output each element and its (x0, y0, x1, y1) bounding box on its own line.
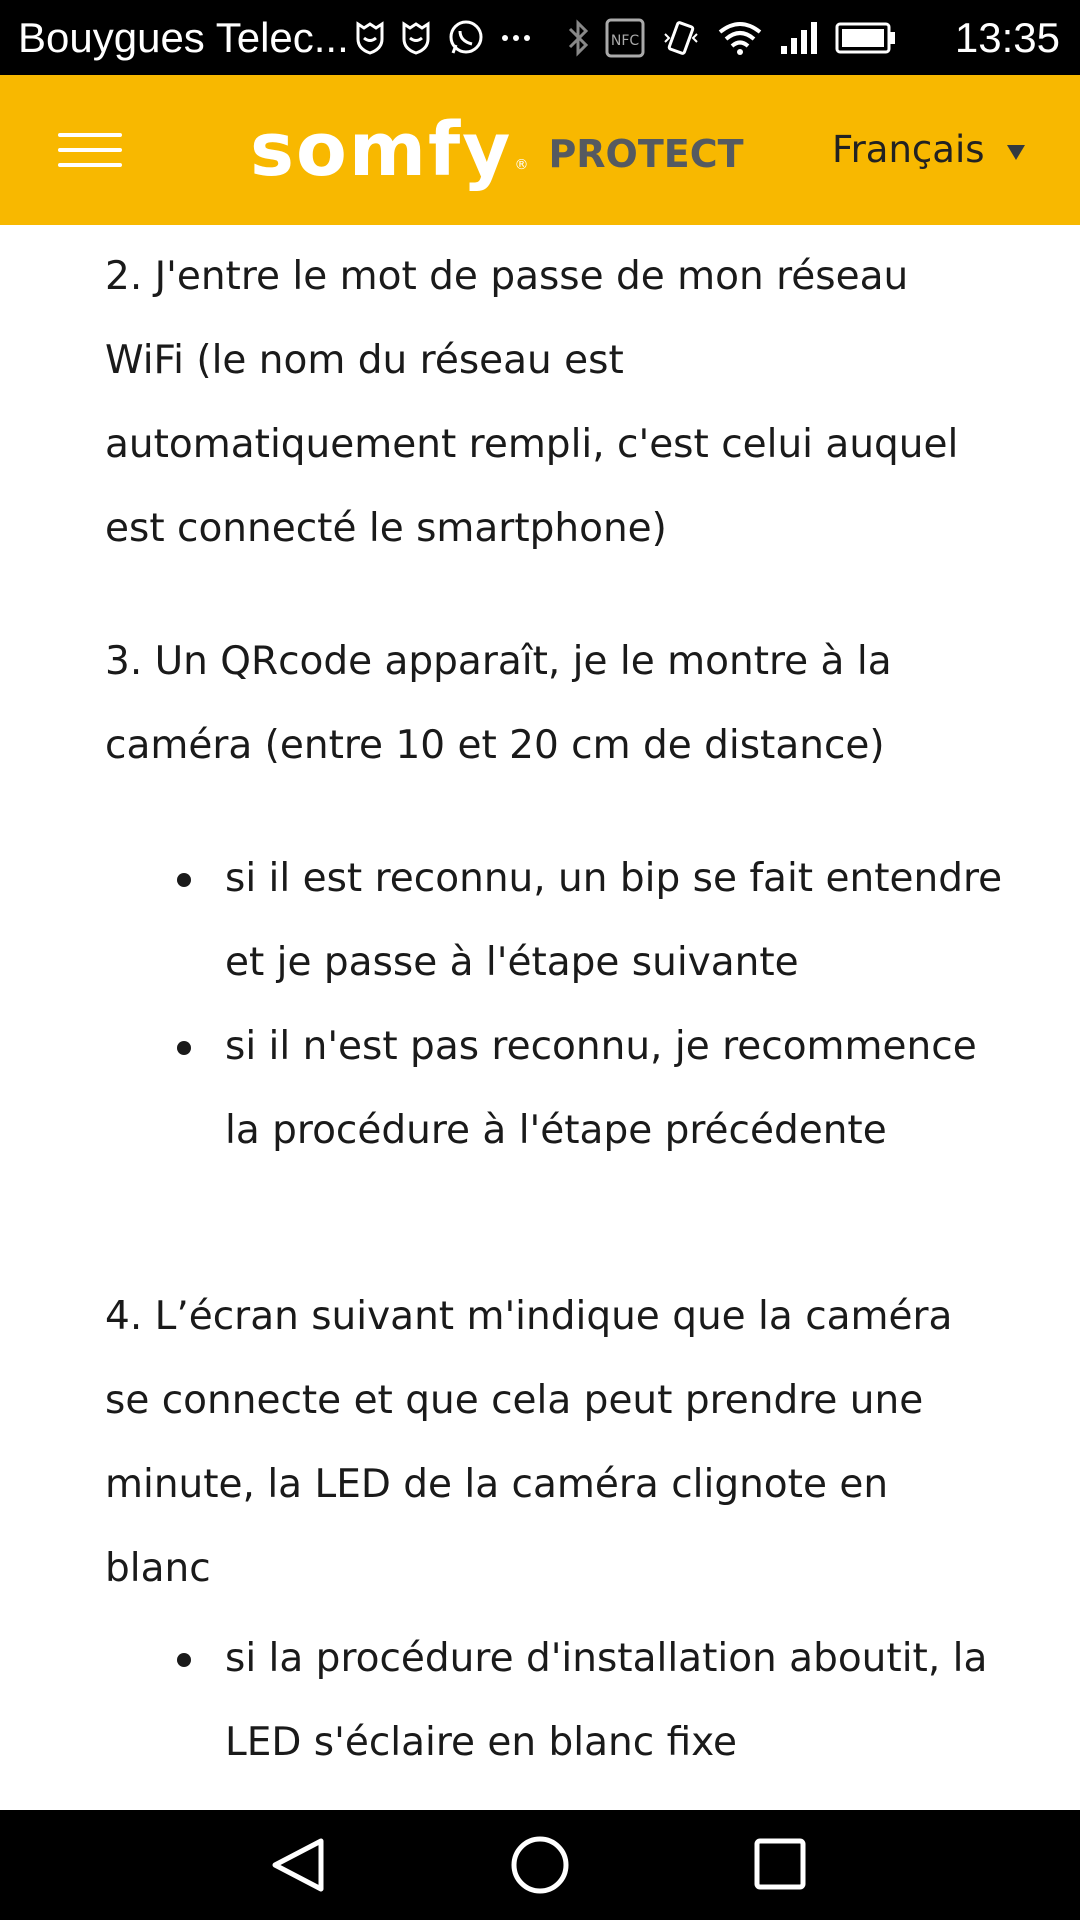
list-item (105, 1617, 1005, 1785)
more-icon (501, 14, 531, 62)
somfy-protect-logo[interactable] (250, 105, 744, 195)
vibrate-icon (661, 14, 701, 62)
logo-somfy-text: somfy (250, 107, 513, 193)
nfc-icon (605, 14, 645, 62)
status-icons (355, 14, 913, 62)
logo-registered-mark: ® (514, 157, 529, 173)
clock: 13:35 (954, 14, 1060, 61)
shield-icon (355, 14, 385, 62)
step-3-bullet-list (105, 837, 1005, 1173)
signal-icon (779, 14, 819, 62)
list-item-text: si il est reconnu, un bip se fait entendre et je passe à l'étape suivante (225, 856, 1003, 985)
step-2-text: 2. J'entre le mot de passe de mon réseau WiFi (le nom du réseau est automatiquement rempli, c'est celui auquel est connecté le smartphone) (105, 254, 959, 551)
list-item (105, 1005, 1005, 1173)
app-header (0, 75, 1080, 225)
logo-protect-text: PROTECT (548, 132, 744, 176)
back-icon[interactable] (265, 1835, 335, 1895)
bullet-icon (177, 873, 191, 887)
list-item (105, 837, 1005, 1005)
hamburger-line (58, 148, 122, 152)
home-icon[interactable] (505, 1835, 575, 1895)
menu-button[interactable] (58, 125, 124, 175)
hamburger-line (58, 133, 122, 137)
list-item-text: si il n'est pas reconnu, je recommence la procédure à l'étape précédente (225, 1024, 977, 1153)
language-label: Français (832, 127, 985, 171)
hamburger-line (58, 163, 122, 167)
wifi-icon (717, 14, 763, 62)
shield-icon (401, 14, 431, 62)
bluetooth-icon (567, 14, 589, 62)
bullet-icon (177, 1041, 191, 1055)
whatsapp-icon (447, 14, 485, 62)
language-selector[interactable] (832, 119, 1025, 179)
dropdown-arrow-icon (1007, 145, 1025, 160)
status-bar (0, 0, 1080, 75)
navigation-bar (0, 1810, 1080, 1920)
list-item-text: si la procédure d'installation aboutit, la LED s'éclaire en blanc fixe (225, 1636, 988, 1765)
article-content (0, 225, 1080, 1810)
step-3-text: 3. Un QRcode apparaît, je le montre à la caméra (entre 10 et 20 cm de distance) (105, 639, 892, 768)
battery-icon (835, 14, 897, 62)
carrier-name: Bouygues Telec... (18, 14, 349, 61)
nfc-text: NFC (610, 33, 640, 49)
recents-icon[interactable] (745, 1835, 815, 1895)
step-4-text: 4. L’écran suivant m'indique que la caméra se connecte et que cela peut prendre une minute, la LED de la caméra clignote en blanc (105, 1294, 953, 1591)
bullet-icon (177, 1653, 191, 1667)
step-4-bullet-list (105, 1617, 1005, 1785)
